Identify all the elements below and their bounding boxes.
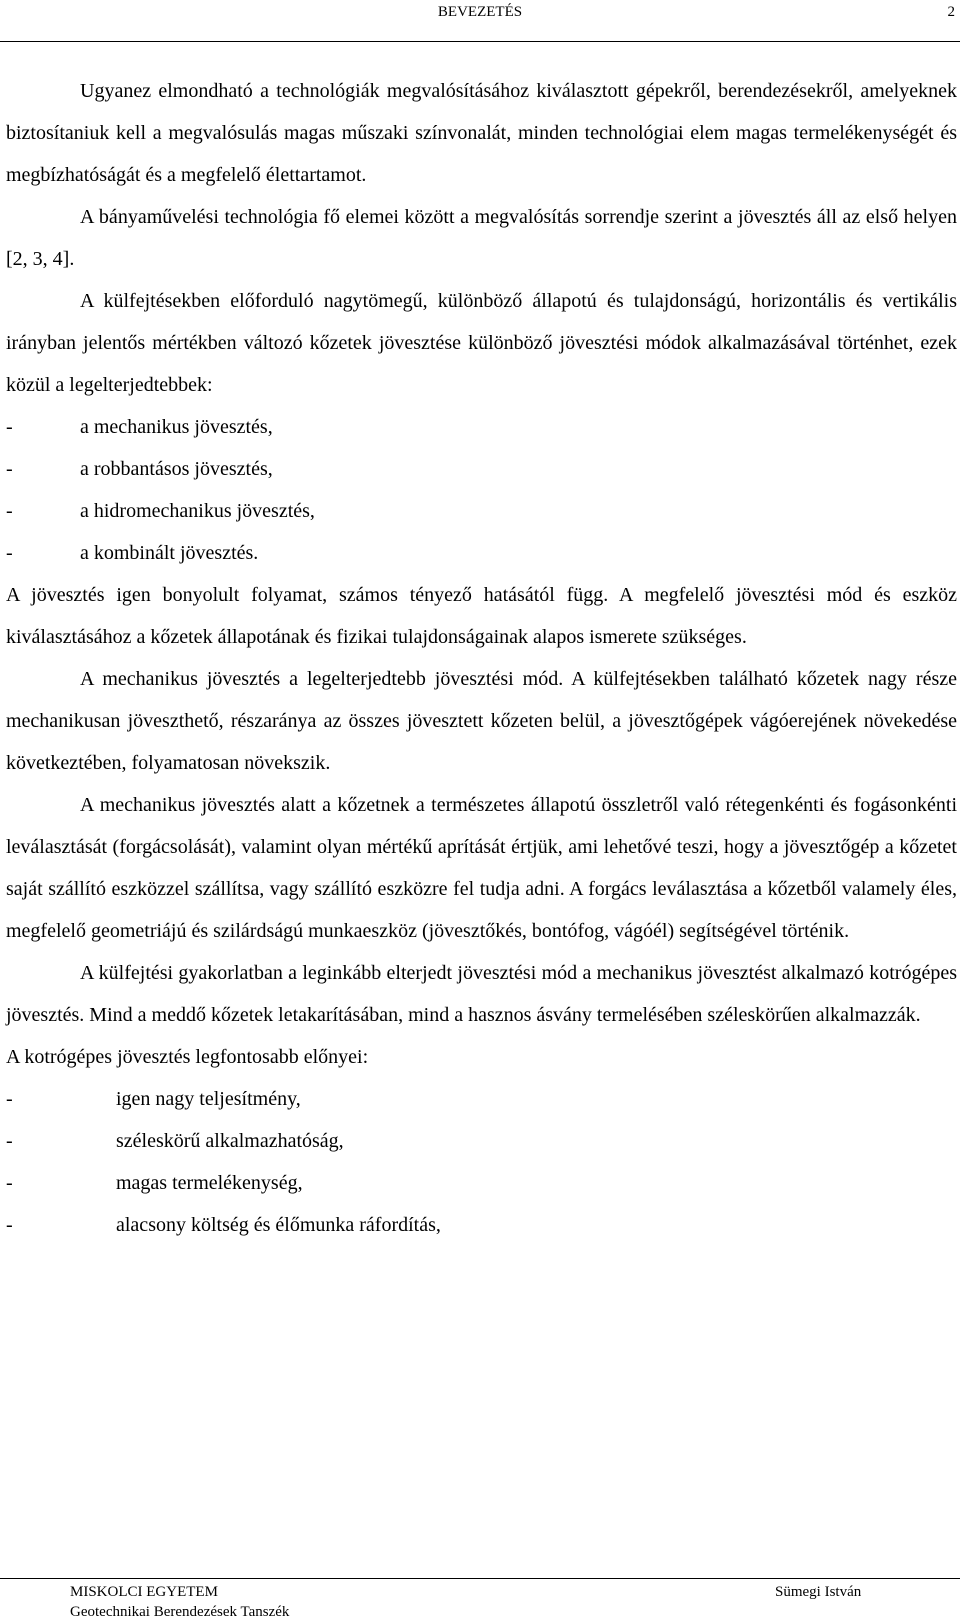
elonyok-list xyxy=(6,1078,957,1246)
list-item-text: a kombinált jövesztés. xyxy=(80,542,259,564)
list-dash: - xyxy=(6,1130,13,1152)
list-item xyxy=(6,1078,957,1120)
list-item-text: a hidromechanikus jövesztés, xyxy=(80,500,315,522)
list-item xyxy=(6,448,957,490)
page-number: 2 xyxy=(947,4,955,20)
list-item-text: széleskörű alkalmazhatóság, xyxy=(116,1130,344,1152)
list-item xyxy=(6,406,957,448)
list-dash: - xyxy=(6,542,13,564)
list-item xyxy=(6,532,957,574)
page-footer xyxy=(0,1578,960,1622)
list-item-text: magas termelékenység, xyxy=(116,1172,303,1194)
page-header xyxy=(0,0,960,42)
list-item xyxy=(6,1162,957,1204)
page-body xyxy=(6,70,957,1246)
footer-author: Sümegi István xyxy=(775,1584,862,1600)
paragraph-5: A mechanikus jövesztés a legelterjedtebb jövesztési mód. A külfejtésekben található kőzetek nagy része mechanikusan jöveszthető, részaránya az összes jövesztett kőzeten belül, a jövesztőgépek vágóerejének növekedése következtében, folyamatosan növekszik. xyxy=(6,668,957,774)
list-item xyxy=(6,1120,957,1162)
list-item xyxy=(6,1204,957,1246)
list-dash: - xyxy=(6,458,13,480)
list-dash: - xyxy=(6,416,13,438)
list-dash: - xyxy=(6,1172,13,1194)
list-item-text: a mechanikus jövesztés, xyxy=(80,416,273,438)
header-rule xyxy=(0,41,960,42)
footer-department: Geotechnikai Berendezések Tanszék xyxy=(70,1604,290,1620)
list-dash: - xyxy=(6,500,13,522)
list-dash: - xyxy=(6,1088,13,1110)
paragraph-7: A külfejtési gyakorlatban a leginkább elterjedt jövesztési mód a mechanikus jövesztést alkalmazó kotrógépes jövesztés. Mind a meddő kőzetek letakarításában, mind a hasznos ásvány termelésében széleskörűen alkalmazzák. xyxy=(6,962,957,1026)
paragraph-3: A külfejtésekben előforduló nagytömegű, különböző állapotú és tulajdonságú, horizontális és vertikális irányban jelentős mértékben változó kőzetek jövesztése különböző jövesztési módok alkalmazásával történhet, ezek közül a legelterjedtebbek: xyxy=(6,290,957,396)
footer-university: MISKOLCI EGYETEM xyxy=(70,1584,218,1600)
list-item xyxy=(6,490,957,532)
list-dash: - xyxy=(6,1214,13,1236)
header-title: BEVEZETÉS xyxy=(437,4,523,20)
list-item-text: alacsony költség és élőmunka ráfordítás, xyxy=(116,1214,441,1236)
paragraph-6: A mechanikus jövesztés alatt a kőzetnek a természetes állapotú összletről való rétegenkénti és fogásonkénti leválasztását (forgácsolását), valamint olyan mértékű aprítását értjük, ami lehetővé teszi, hogy a jövesztőgép a kőzetet saját szállító eszközzel szállítsa, vagy szállító eszközre fel tudja adni. A forgács leválasztása a kőzetből valamely éles, megfelelő geometriájú és szilárdságú munkaeszköz (jövesztőkés, bontófog, vágóél) segítségével történik. xyxy=(6,794,957,942)
footer-rule xyxy=(0,1578,960,1579)
jovesztes-modok-list xyxy=(6,406,957,574)
paragraph-2: A bányaművelési technológia fő elemei között a megvalósítás sorrendje szerint a jövesztés áll az első helyen [2, 3, 4]. xyxy=(6,206,957,270)
list-item-text: igen nagy teljesítmény, xyxy=(116,1088,301,1110)
paragraph-1: Ugyanez elmondható a technológiák megvalósításához kiválasztott gépekről, berendezésekről, amelyeknek biztosítaniuk kell a megvalósulás magas műszaki színvonalát, minden technológiai elem magas termelékenységét és megbízhatóságát és a megfelelő élettartamot. xyxy=(6,80,957,186)
list-item-text: a robbantásos jövesztés, xyxy=(80,458,273,480)
paragraph-8: A kotrógépes jövesztés legfontosabb előnyei: xyxy=(6,1046,369,1068)
paragraph-4: A jövesztés igen bonyolult folyamat, számos tényező hatásától függ. A megfelelő jövesztési mód és eszköz kiválasztásához a kőzetek állapotának és fizikai tulajdonságainak alapos ismerete szükséges. xyxy=(6,584,957,648)
